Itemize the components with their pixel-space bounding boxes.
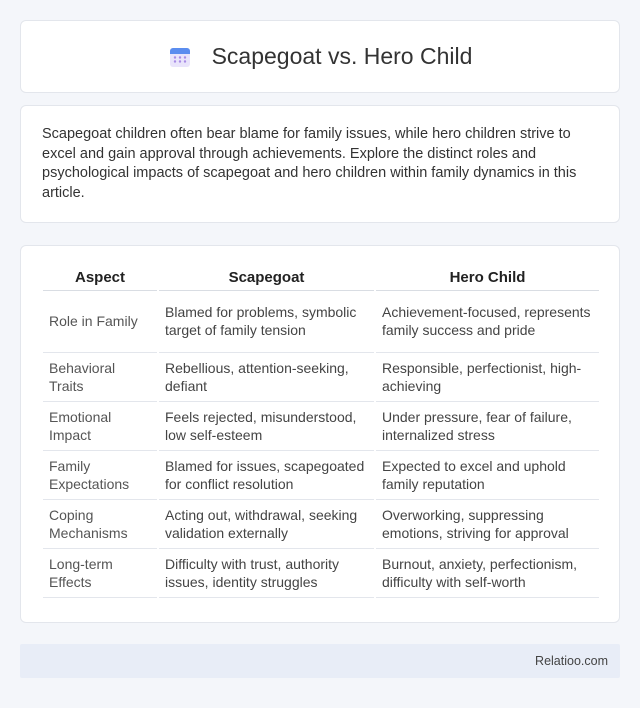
title-card (20, 20, 620, 93)
intro-card (20, 105, 620, 223)
intro-text: Scapegoat children often bear blame for family issues, while hero children strive to excel and gain approval through achievements. Explore the distinct roles and psychological impacts of scapegoat and hero children within family dynamics in this article. (42, 126, 577, 201)
table-card (20, 245, 620, 623)
cell-hero-child: Achievement-focused, represents family success and pride (376, 291, 599, 353)
header-hero-child: Hero Child (376, 263, 599, 291)
table-row (43, 451, 599, 500)
table-header-row (43, 263, 599, 291)
header-aspect: Aspect (43, 263, 157, 291)
cell-aspect: Long-term Effects (43, 549, 157, 598)
table-row (43, 500, 599, 549)
cell-aspect: Emotional Impact (43, 402, 157, 451)
footer (20, 644, 620, 678)
cell-hero-child: Burnout, anxiety, perfectionism, difficulty with self-worth (376, 549, 599, 598)
table-row (43, 291, 599, 353)
cell-scapegoat: Rebellious, attention-seeking, defiant (159, 353, 374, 402)
cell-hero-child: Under pressure, fear of failure, internalized stress (376, 402, 599, 451)
cell-aspect: Behavioral Traits (43, 353, 157, 402)
table-row (43, 353, 599, 402)
cell-scapegoat: Feels rejected, misunderstood, low self-esteem (159, 402, 374, 451)
cell-hero-child: Expected to excel and uphold family reputation (376, 451, 599, 500)
cell-aspect: Coping Mechanisms (43, 500, 157, 549)
page-title: Scapegoat vs. Hero Child (211, 43, 473, 69)
footer-brand: Relatioo.com (535, 654, 608, 668)
cell-scapegoat: Blamed for issues, scapegoated for conflict resolution (159, 451, 374, 500)
cell-hero-child: Responsible, perfectionist, high-achieving (376, 353, 599, 402)
table-row (43, 402, 599, 451)
cell-hero-child: Overworking, suppressing emotions, striving for approval (376, 500, 599, 549)
cell-aspect: Role in Family (43, 291, 157, 353)
calendar-icon (168, 45, 192, 69)
cell-aspect: Family Expectations (43, 451, 157, 500)
cell-scapegoat: Acting out, withdrawal, seeking validation externally (159, 500, 374, 549)
cell-scapegoat: Blamed for problems, symbolic target of family tension (159, 291, 374, 353)
table-row (43, 549, 599, 598)
comparison-table (41, 263, 601, 598)
cell-scapegoat: Difficulty with trust, authority issues, identity struggles (159, 549, 374, 598)
header-scapegoat: Scapegoat (159, 263, 374, 291)
